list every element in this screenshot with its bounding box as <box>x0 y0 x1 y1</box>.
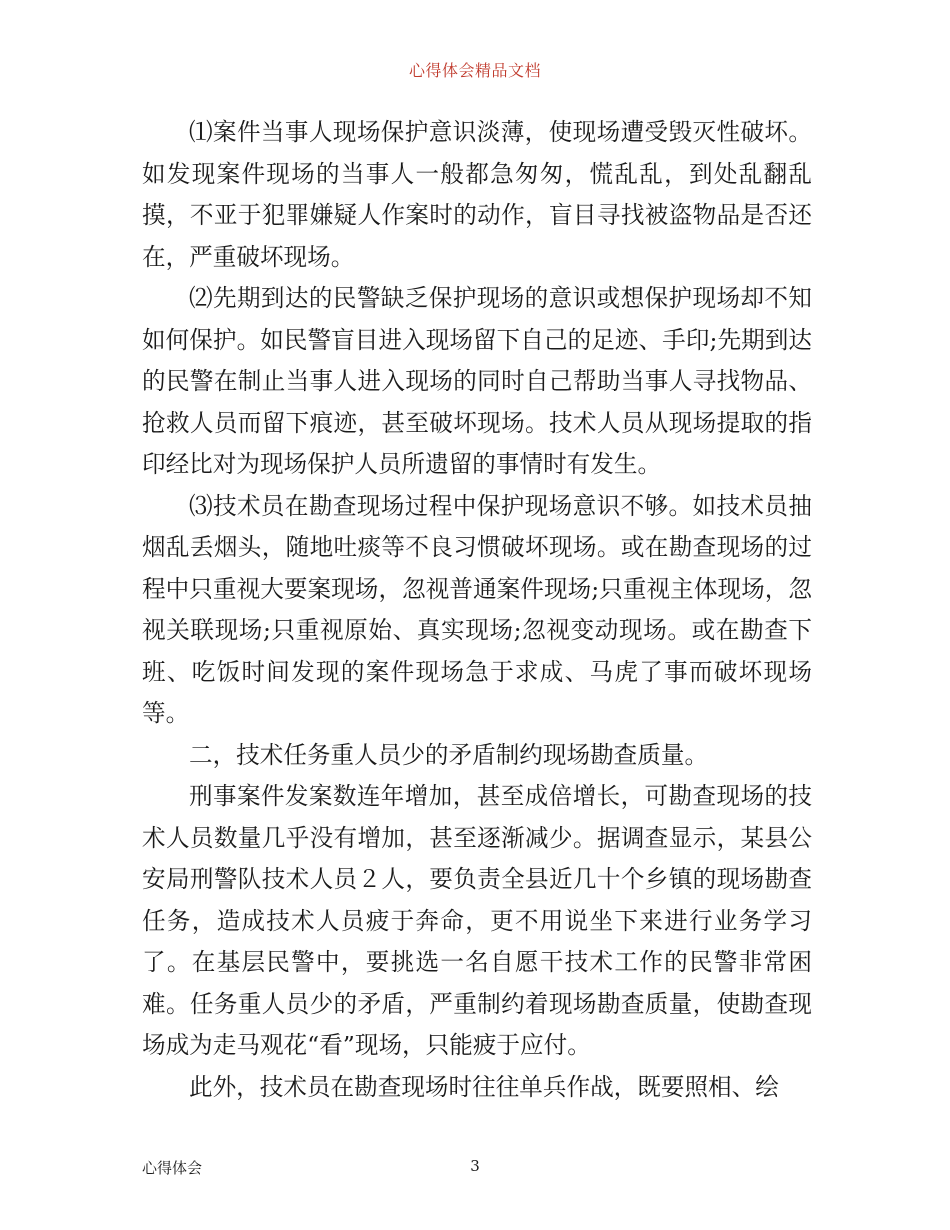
footer-label: 心得体会 <box>142 1159 203 1177</box>
page-number: 3 <box>470 1157 480 1175</box>
paragraph-4: 刑事案件发案数连年增加，甚至成倍增长，可勘查现场的技术人员数量几乎没有增加，甚至逐渐减少。据调查显示，某县公安局刑警队技术人员２人，要负责全县近几十个乡镇的现场勘查任务，造成技术人员疲于奔命，更不用说坐下来进行业务学习了。在基层民警中，要挑选一名自愿干技术工作的民警非常困难。任务重人员少的矛盾，严重制约着现场勘查质量，使勘查现场成为走马观花“看”现场，只能疲于应付。 <box>142 782 812 1059</box>
section-heading: 二，技术任务重人员少的矛盾制约现场勘查质量。 <box>189 740 709 769</box>
paragraph-1: ⑴案件当事人现场保护意识淡薄，使现场遭受毁灭性破坏。如发现案件现场的当事人一般都急匆匆，慌乱乱，到处乱翻乱摸，不亚于犯罪嫌疑人作案时的动作，盲目寻找被盗物品是否还在，严重破坏现场。 <box>142 118 812 271</box>
document-body <box>142 112 812 1108</box>
paragraph-2: ⑵先期到达的民警缺乏保护现场的意识或想保护现场却不知如何保护。如民警盲目进入现场留下自己的足迹、手印;先期到达的民警在制止当事人进入现场的同时自己帮助当事人寻找物品、抢救人员而留下痕迹，甚至破坏现场。技术人员从现场提取的指印经比对为现场保护人员所遗留的事情时有发生。 <box>142 284 812 478</box>
page-header-title: 心得体会精品文档 <box>408 61 541 80</box>
paragraph-5: 此外，技术员在勘查现场时往往单兵作战，既要照相、绘 <box>189 1072 779 1101</box>
paragraph-3: ⑶技术员在勘查现场过程中保护现场意识不够。如技术员抽烟乱丢烟头，随地吐痰等不良习惯破坏现场。或在勘查现场的过程中只重视大要案现场，忽视普通案件现场;只重视主体现场，忽视关联现场;只重视原始、真实现场;忽视变动现场。或在勘查下班、吃饭时间发现的案件现场急于求成、马虎了事而破坏现场等。 <box>142 491 812 727</box>
